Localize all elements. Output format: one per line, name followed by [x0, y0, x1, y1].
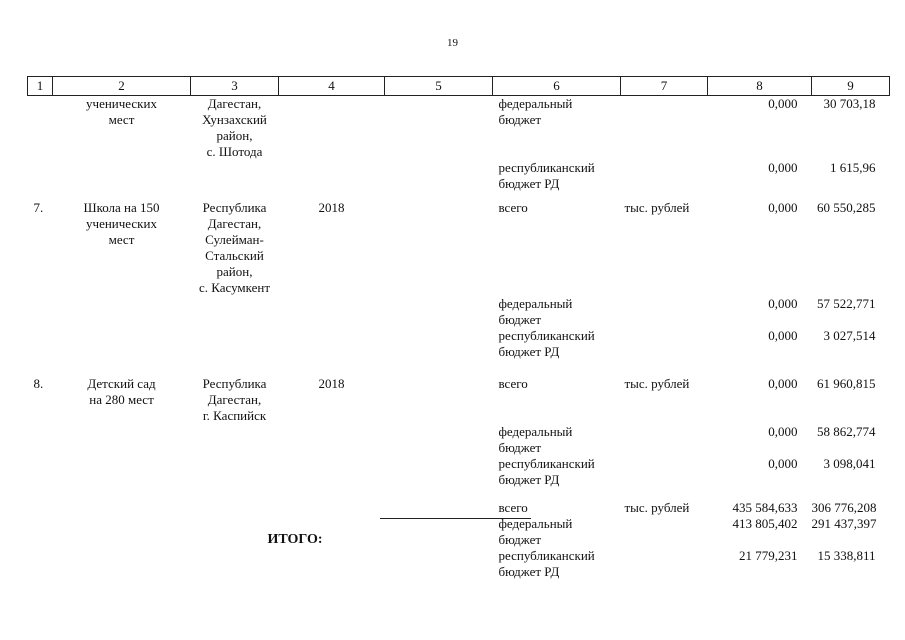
- amount-col8-cell-text: 0,000: [768, 96, 798, 111]
- table-row: [28, 328, 890, 360]
- location-cell: [191, 456, 279, 488]
- column-5-cell: [385, 328, 493, 360]
- page-number: 19: [447, 37, 458, 49]
- table-body: [28, 96, 890, 581]
- funding-source-cell-text: всего: [498, 200, 528, 215]
- column-header-1: 1: [28, 77, 53, 96]
- column-header-9: 9: [812, 77, 890, 96]
- amount-col9-cell-text: 60 550,285: [817, 200, 876, 215]
- column-header-5: 5: [385, 77, 493, 96]
- column-header-3: 3: [191, 77, 279, 96]
- row-number-cell: [28, 296, 53, 328]
- year-cell: [279, 424, 385, 456]
- column-5-cell: [385, 200, 493, 296]
- amount-col8-cell: [708, 424, 812, 456]
- row-number-cell: [28, 328, 53, 360]
- column-5-cell: [385, 296, 493, 328]
- year-cell: [279, 376, 385, 424]
- location-cell: [191, 424, 279, 456]
- location-cell-text: Республика Дагестан, г. Каспийск: [202, 376, 267, 423]
- funding-source-cell-text: федеральный бюджет: [498, 516, 573, 547]
- object-name-cell: [53, 296, 191, 328]
- amount-col9-cell: [812, 424, 890, 456]
- unit-cell: [621, 200, 708, 296]
- column-5-cell: [385, 424, 493, 456]
- year-cell-text: 2018: [318, 376, 345, 391]
- row-spacer: [28, 192, 890, 200]
- amount-col9-cell: [812, 500, 890, 516]
- column-header-6: 6: [493, 77, 621, 96]
- unit-cell: [621, 296, 708, 328]
- unit-cell-text: тыс. рублей: [624, 500, 690, 515]
- funding-source-cell-text: республиканский бюджет РД: [498, 328, 595, 359]
- row-number-cell-text: 7.: [33, 200, 44, 215]
- header-row: [28, 77, 890, 96]
- year-cell: [279, 200, 385, 296]
- amount-col9-cell: [812, 296, 890, 328]
- amount-col8-cell: [708, 376, 812, 424]
- row-spacer: [28, 488, 890, 500]
- amount-col8-cell: [708, 200, 812, 296]
- table-row: [28, 424, 890, 456]
- amount-col9-cell-text: 61 960,815: [817, 376, 876, 391]
- funding-source-cell-text: федеральный бюджет: [498, 96, 573, 127]
- unit-cell: [621, 548, 708, 580]
- amount-col9-cell-text: 3 098,041: [823, 456, 876, 471]
- amount-col9-cell: [812, 516, 890, 548]
- amount-col9-cell-text: 58 862,774: [817, 424, 876, 439]
- column-header-7: 7: [621, 77, 708, 96]
- table-row: [28, 160, 890, 192]
- row-number-cell: [28, 200, 53, 296]
- year-cell: [279, 96, 385, 161]
- object-name-cell: [53, 376, 191, 424]
- funding-source-cell: [493, 376, 621, 424]
- object-name-cell: [53, 456, 191, 488]
- funding-source-cell: [493, 96, 621, 161]
- amount-col8-cell: [708, 500, 812, 516]
- amount-col8-cell: [708, 548, 812, 580]
- amount-col8-cell-text: 21 779,231: [739, 548, 798, 563]
- location-cell-text: Дагестан, Хунзахский район, с. Шотода: [202, 96, 267, 159]
- row-number-cell: [28, 424, 53, 456]
- amount-col8-cell: [708, 456, 812, 488]
- table-row: [28, 192, 890, 200]
- funding-source-cell: [493, 548, 621, 580]
- amount-col8-cell-text: 0,000: [768, 328, 798, 343]
- year-cell: [279, 456, 385, 488]
- funding-source-cell: [493, 456, 621, 488]
- amount-col8-cell: [708, 96, 812, 161]
- table-row: [28, 360, 890, 376]
- funding-source-cell-text: республиканский бюджет РД: [498, 160, 595, 191]
- row-number-cell-text: 8.: [33, 376, 44, 391]
- funding-source-cell-text: республиканский бюджет РД: [498, 548, 595, 579]
- amount-col9-cell-text: 306 776,208: [811, 500, 877, 515]
- financing-table: [27, 76, 890, 580]
- table-row: [28, 296, 890, 328]
- funding-source-cell-text: всего: [498, 500, 528, 515]
- funding-source-cell: [493, 328, 621, 360]
- amount-col8-cell-text: 0,000: [768, 376, 798, 391]
- year-cell: [279, 160, 385, 192]
- amount-col9-cell: [812, 376, 890, 424]
- row-number-cell: [28, 160, 53, 192]
- amount-col8-cell-text: 435 584,633: [732, 500, 798, 515]
- unit-cell-text: тыс. рублей: [624, 376, 690, 391]
- unit-cell: [621, 376, 708, 424]
- amount-col9-cell: [812, 548, 890, 580]
- amount-col8-cell: [708, 160, 812, 192]
- row-spacer: [28, 360, 890, 376]
- row-number-cell: [28, 376, 53, 424]
- object-name-cell-text: ученических мест: [86, 96, 157, 127]
- amount-col8-cell-text: 0,000: [768, 200, 798, 215]
- unit-cell-text: тыс. рублей: [624, 200, 690, 215]
- table-row: [28, 456, 890, 488]
- row-number-cell: [28, 456, 53, 488]
- funding-source-cell-text: всего: [498, 376, 528, 391]
- table-row: [28, 376, 890, 424]
- object-name-cell: [53, 96, 191, 161]
- table-header: [28, 77, 890, 96]
- funding-source-cell-text: федеральный бюджет: [498, 424, 573, 455]
- amount-col9-cell-text: 57 522,771: [817, 296, 876, 311]
- object-name-cell: [53, 160, 191, 192]
- location-cell: [191, 328, 279, 360]
- amount-col9-cell-text: 3 027,514: [823, 328, 876, 343]
- unit-cell: [621, 424, 708, 456]
- table-row: [28, 96, 890, 161]
- table-row: [28, 200, 890, 296]
- funding-source-cell-text: федеральный бюджет: [498, 296, 573, 327]
- amount-col9-cell: [812, 328, 890, 360]
- unit-cell: [621, 328, 708, 360]
- amount-col9-cell: [812, 200, 890, 296]
- unit-cell: [621, 160, 708, 192]
- funding-source-cell: [493, 200, 621, 296]
- amount-col9-cell-text: 30 703,18: [823, 96, 876, 111]
- row-number-cell: [28, 96, 53, 161]
- object-name-cell: [53, 424, 191, 456]
- amount-col9-cell-text: 1 615,96: [830, 160, 876, 175]
- amount-col9-cell-text: 15 338,811: [817, 548, 876, 563]
- location-cell: [191, 376, 279, 424]
- amount-col9-cell: [812, 96, 890, 161]
- amount-col8-cell-text: 0,000: [768, 296, 798, 311]
- object-name-cell-text: Школа на 150 ученических мест: [83, 200, 160, 247]
- total-label: ИТОГО:: [267, 532, 323, 547]
- funding-source-cell-text: республиканский бюджет РД: [498, 456, 595, 487]
- amount-col8-cell: [708, 296, 812, 328]
- amount-col9-cell: [812, 160, 890, 192]
- funding-source-cell: [493, 500, 621, 516]
- closing-rule: [380, 518, 531, 519]
- funding-source-cell: [493, 424, 621, 456]
- location-cell-text: Республика Дагестан, Сулейман- Стальский район, с. Касумкент: [198, 200, 271, 295]
- year-cell: [279, 328, 385, 360]
- object-name-cell-text: Детский сад на 280 мест: [87, 376, 156, 407]
- object-name-cell: [53, 200, 191, 296]
- object-name-cell: [53, 328, 191, 360]
- funding-source-cell: [493, 296, 621, 328]
- amount-col9-cell-text: 291 437,397: [811, 516, 877, 531]
- total-row: [28, 500, 890, 516]
- location-cell: [191, 160, 279, 192]
- column-5-cell: [385, 456, 493, 488]
- amount-col8-cell: [708, 516, 812, 548]
- year-cell-text: 2018: [318, 200, 345, 215]
- location-cell: [191, 200, 279, 296]
- funding-source-cell: [493, 160, 621, 192]
- unit-cell: [621, 456, 708, 488]
- column-5-cell: [385, 96, 493, 161]
- location-cell: [191, 96, 279, 161]
- amount-col8-cell-text: 413 805,402: [732, 516, 798, 531]
- unit-cell: [621, 96, 708, 161]
- amount-col8-cell-text: 0,000: [768, 424, 798, 439]
- column-5-cell: [385, 376, 493, 424]
- amount-col8-cell: [708, 328, 812, 360]
- column-header-4: 4: [279, 77, 385, 96]
- amount-col8-cell-text: 0,000: [768, 456, 798, 471]
- column-5-cell: [385, 160, 493, 192]
- column-header-8: 8: [708, 77, 812, 96]
- year-cell: [279, 296, 385, 328]
- table-row: [28, 488, 890, 500]
- column-header-2: 2: [53, 77, 191, 96]
- funding-source-cell: [493, 516, 621, 548]
- unit-cell: [621, 500, 708, 516]
- unit-cell: [621, 516, 708, 548]
- amount-col9-cell: [812, 456, 890, 488]
- location-cell: [191, 296, 279, 328]
- amount-col8-cell-text: 0,000: [768, 160, 798, 175]
